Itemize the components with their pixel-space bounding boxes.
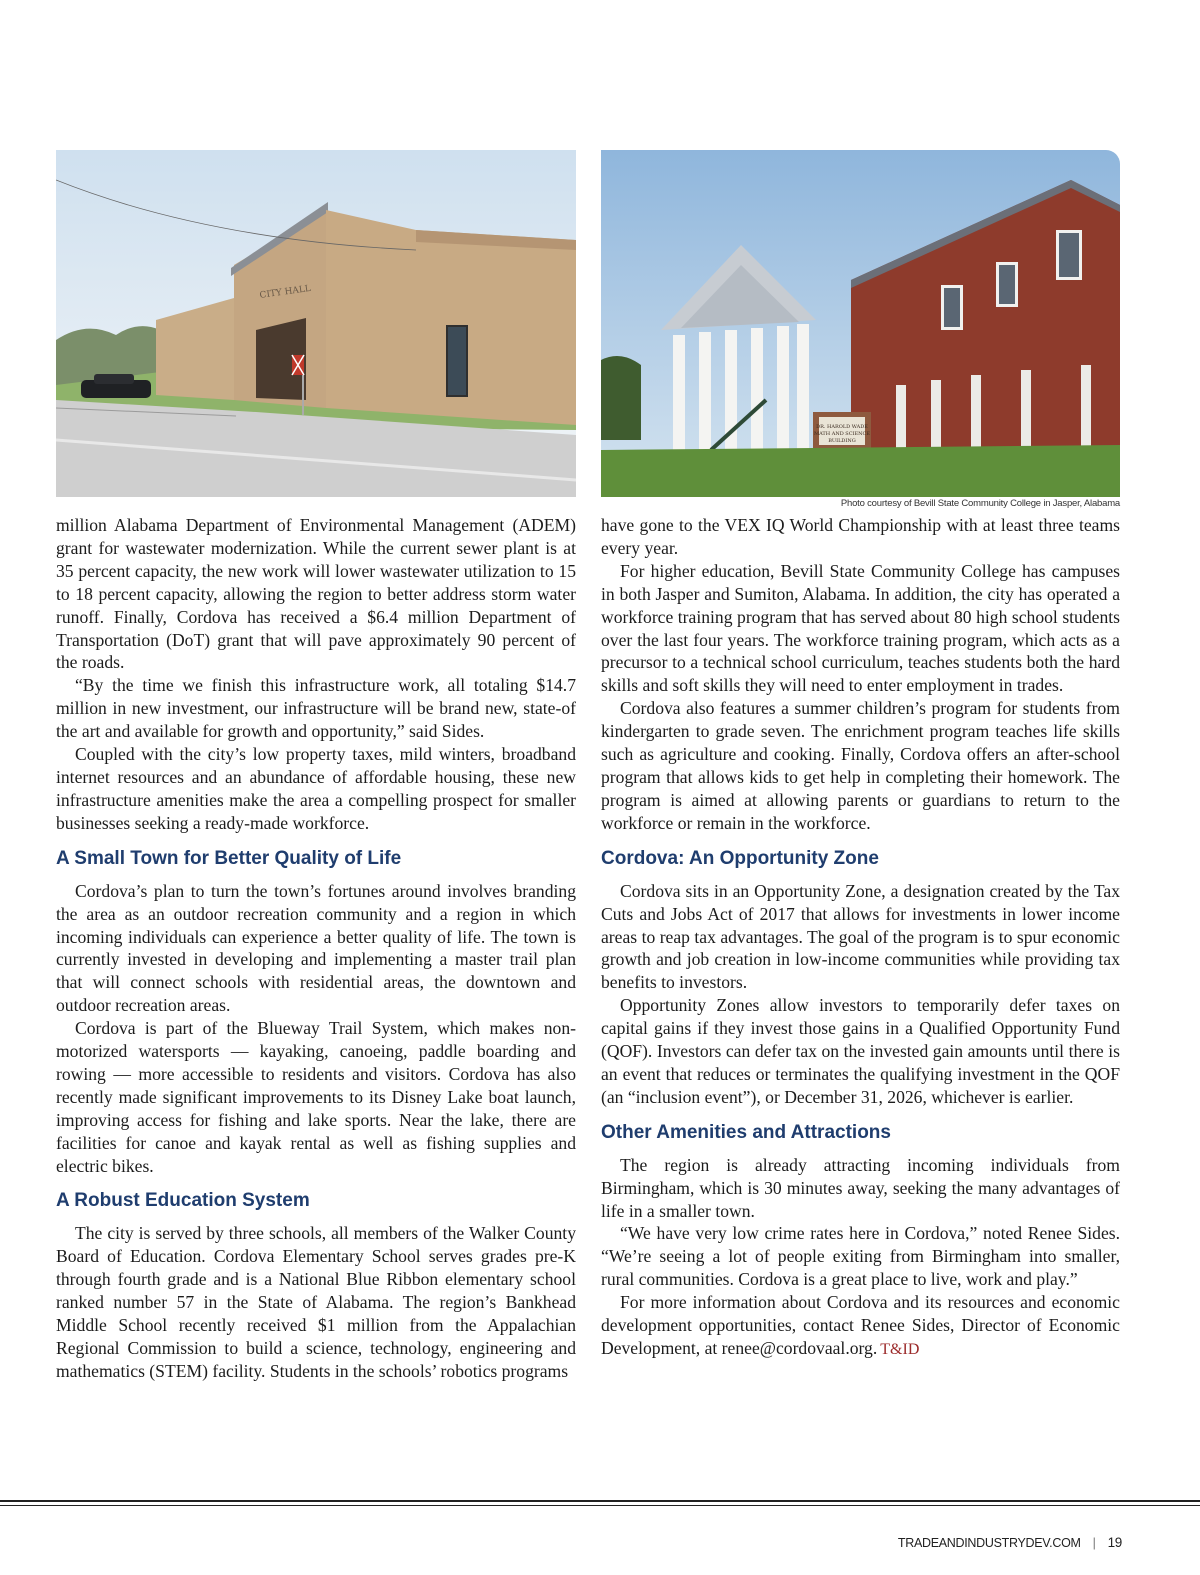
body-paragraph: “By the time we finish this infrastructure work, all totaling $14.7 million in new investment, our infrastructure will be brand new, state-of the art and available for growth and opportunity,” said Sides. <box>56 675 576 742</box>
section-heading: Other Amenities and Attractions <box>601 1121 891 1143</box>
page-footer <box>898 1535 1122 1550</box>
page-number: 19 <box>1107 1535 1122 1550</box>
body-paragraph <box>601 1291 1120 1362</box>
footer-rule <box>0 1500 1200 1502</box>
svg-text:MATH AND SCIENCE: MATH AND SCIENCE <box>813 431 871 437</box>
city-hall-illustration <box>56 150 576 497</box>
body-paragraph: The city is served by three schools, all members of the Walker County Board of Education. Cordova Elementary School serves grades pre-K through fourth grade and is a National Blue Ribbon elementary school ranked number 57 in the State of Alabama. The region’s Bankhead Middle School recently received $1 million from the Appalachian Regional Commission to build a science, technology, engineering and mathematics (STEM) facility. Students in the schools’ robotics programs <box>56 1223 576 1381</box>
science-building-photo <box>601 150 1120 497</box>
city-hall-photo <box>56 150 576 497</box>
body-paragraph: For higher education, Bevill State Community College has campuses in both Jasper and Sumiton, Alabama. In addition, the city has operated a workforce training program that has served about 80 high school students over the last four years. The workforce training program, which acts as a precursor to a technical school curriculum, teaches students both the hard skills and soft skills they will need to enter employment in trades. <box>601 560 1120 696</box>
right-text-column <box>601 514 1120 1362</box>
building-sign: DR. HAROLD WADE <box>816 424 868 430</box>
svg-text:BUILDING: BUILDING <box>828 438 856 444</box>
footer-website: TRADEANDINDUSTRYDEV.COM <box>897 1536 1081 1550</box>
body-paragraph: Opportunity Zones allow investors to temporarily defer taxes on capital gains if they invest those gains in a Qualified Opportunity Fund (QOF). Investors can defer tax on the invested gain amounts until there is an event that reduces or terminates the qualifying investment in the QOF (an “inclusion event”), or December 31, 2026, whichever is earlier. <box>601 995 1120 1107</box>
footer-rule-thin <box>0 1505 1200 1506</box>
body-paragraph: Cordova’s plan to turn the town’s fortunes around involves branding the area as an outdoor recreation community and a region in which incoming individuals can experience a better quality of life. The town is currently invested in developing and implementing a master trail plan that will connect schools with residential areas, the downtown and outdoor recreation areas. <box>56 880 576 1016</box>
body-paragraph: Cordova also features a summer children’s program for students from kindergarten to grade seven. The enrichment program teaches life skills such as agriculture and cooking. Finally, Cordova offers an after-school program that allows kids to get help in completing their homework. The program is aimed at allowing parents or guardians to return to the workforce or remain in the workforce. <box>601 698 1120 833</box>
section-heading: Cordova: An Opportunity Zone <box>601 847 879 869</box>
body-paragraph: Cordova sits in an Opportunity Zone, a designation created by the Tax Cuts and Jobs Act of 2017 that allows for investments in lower income areas to reap tax advantages. The goal of the program is to spur economic growth and job creation in low-income communities while providing tax benefits to investors. <box>601 880 1120 993</box>
section-heading: A Robust Education System <box>56 1190 310 1212</box>
end-mark: T&ID <box>880 1341 920 1358</box>
body-paragraph: “We have very low crime rates here in Cordova,” noted Renee Sides. “We’re seeing a lot of people exiting from Birmingham into smaller, rural communities. Cordova is a great place to live, work and play.” <box>601 1223 1120 1290</box>
science-building-illustration <box>601 150 1120 497</box>
left-text-column <box>56 514 576 1383</box>
body-paragraph: Coupled with the city’s low property taxes, mild winters, broadband internet resources and an abundance of affordable housing, these new infrastructure amenities make the area a compelling prospect for smaller businesses seeking a ready-made workforce. <box>56 744 576 833</box>
body-paragraph: The region is already attracting incoming individuals from Birmingham, which is 30 minutes away, seeking the many advantages of life in a smaller town. <box>601 1154 1120 1221</box>
city-hall-sign: CITY HALL <box>259 283 312 301</box>
body-paragraph: million Alabama Department of Environmental Management (ADEM) grant for wastewater modernization. While the current sewer plant is at 35 percent capacity, the new work will lower wastewater utilization to 15 to 18 percent capacity, allowing the region to better address storm water runoff. Finally, Cordova has received a $6.4 million Department of Transportation (DoT) grant that will pave approximately 90 percent of the roads. <box>56 515 576 673</box>
photo-credit: Photo courtesy of Bevill State Community College in Jasper, Alabama <box>840 498 1120 509</box>
section-heading: A Small Town for Better Quality of Life <box>56 847 402 869</box>
closing-text: For more information about Cordova and its resources and economic development opportunities, contact Renee Sides, Director of Economic Development, at renee@cordovaal.org. <box>601 1292 1120 1358</box>
footer-separator: | <box>1092 1536 1096 1550</box>
body-paragraph: have gone to the VEX IQ World Championship with at least three teams every year. <box>601 515 1120 558</box>
body-paragraph: Cordova is part of the Blueway Trail System, which makes non-motorized watersports — kayaking, canoeing, paddle boarding and rowing — more accessible to residents and visitors. Cordova has also recently made significant improvements to its Disney Lake boat launch, improving access for fishing and lake sports. Near the lake, there are facilities for canoe and kayak rental as well as fishing supplies and electric bikes. <box>56 1018 576 1176</box>
